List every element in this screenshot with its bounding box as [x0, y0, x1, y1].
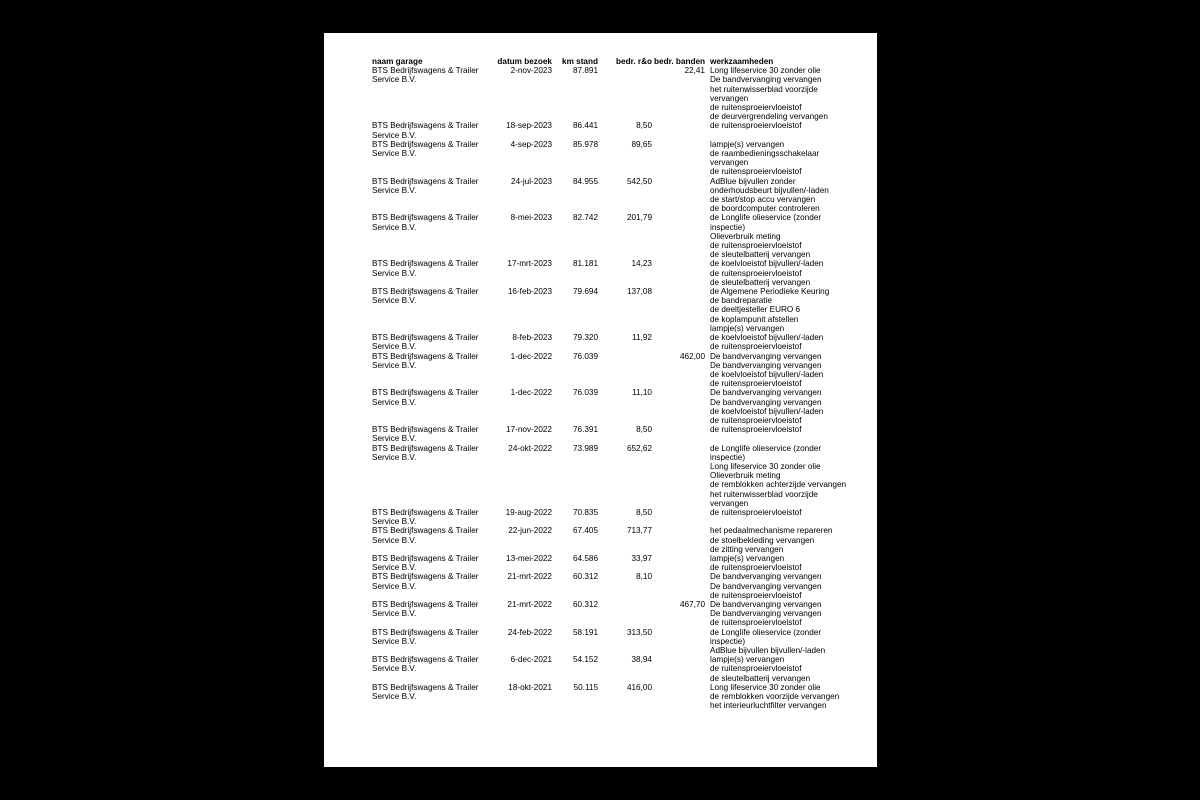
cell-ro: 313,50: [626, 627, 652, 637]
cell-datum: 1-dec-2022: [510, 351, 552, 361]
cell-ro: 38,94: [631, 655, 652, 665]
header-datum: datum bezoek: [497, 57, 552, 66]
garage-name-line: Service B.V.: [372, 517, 417, 527]
werkzaamheid-line: de koelvloeistof bijvullen/-laden: [710, 333, 824, 343]
werkzaamheid-line: De bandvervanging vervangen: [710, 581, 822, 591]
cell-datum: 2-nov-2023: [510, 66, 552, 76]
werkzaamheid-line: Long lifeservice 30 zonder olie: [710, 461, 821, 471]
garage-name-line: Service B.V.: [372, 342, 417, 352]
cell-garage: [372, 526, 480, 544]
cell-werkzaamheden: [710, 554, 845, 572]
cell-garage: [372, 600, 480, 618]
header-werk: werkzaamheden: [710, 57, 774, 66]
cell-datum: 22-jun-2022: [508, 526, 552, 536]
cell-garage: [372, 425, 480, 443]
cell-werkzaamheden: [710, 683, 845, 711]
werkzaamheid-line: de raambedieningsschakelaar: [710, 149, 820, 159]
werkzaamheid-line: inspectie): [710, 636, 746, 646]
cell-werkzaamheden: [710, 655, 845, 683]
header-garage: naam garage: [372, 57, 423, 66]
table-row: [372, 140, 845, 177]
cell-ro: 14,23: [631, 259, 652, 269]
cell-werkzaamheden: [710, 444, 845, 508]
cell-banden: 22,41: [684, 66, 705, 76]
werkzaamheid-line: de koelvloeistof bijvullen/-laden: [710, 369, 824, 379]
cell-km: 58.191: [572, 627, 598, 637]
cell-ro: 11,10: [632, 388, 652, 398]
garage-name-line: BTS Bedrijfswagens & Trailer: [372, 655, 479, 665]
werkzaamheid-line: de ruitensproeiervloeistof: [710, 415, 802, 425]
werkzaamheid-line: het pedaalmechanisme repareren: [710, 526, 833, 536]
werkzaamheid-line: de stoelbekleding vervangen: [710, 535, 815, 545]
cell-werkzaamheden: [710, 333, 845, 351]
werkzaamheid-line: de ruitensproeiervloeistof: [710, 379, 802, 389]
werkzaamheid-line: De bandvervanging vervangen: [710, 75, 822, 85]
cell-werkzaamheden: [710, 66, 845, 121]
cell-datum: 4-sep-2023: [510, 139, 552, 149]
cell-werkzaamheden: [710, 352, 845, 389]
garage-name-line: BTS Bedrijfswagens & Trailer: [372, 627, 479, 637]
garage-name-line: BTS Bedrijfswagens & Trailer: [372, 66, 479, 76]
cell-km: 81.181: [572, 259, 598, 269]
cell-garage: [372, 213, 480, 231]
cell-ro: 89,65: [631, 139, 652, 149]
garage-name-line: Service B.V.: [372, 692, 417, 702]
cell-km: 79.320: [572, 333, 598, 343]
garage-name-line: BTS Bedrijfswagens & Trailer: [372, 121, 479, 131]
werkzaamheid-line: de ruitensproeiervloeistof: [710, 664, 802, 674]
werkzaamheid-line: De bandvervanging vervangen: [710, 609, 822, 619]
cell-garage: [372, 177, 480, 195]
table-row: [372, 444, 845, 508]
table-row: [372, 683, 845, 711]
cell-ro: 137,08: [626, 287, 652, 297]
cell-garage: [372, 140, 480, 158]
garage-name-line: Service B.V.: [372, 452, 417, 462]
cell-garage: [372, 388, 480, 406]
cell-garage: [372, 508, 480, 526]
garage-name-line: BTS Bedrijfswagens & Trailer: [372, 388, 479, 398]
garage-name-line: BTS Bedrijfswagens & Trailer: [372, 176, 479, 186]
cell-garage: [372, 66, 480, 84]
table-row: [372, 508, 845, 526]
cell-ro: 33,97: [631, 553, 652, 563]
cell-werkzaamheden: [710, 508, 845, 517]
table-row: [372, 121, 845, 139]
garage-name-line: BTS Bedrijfswagens & Trailer: [372, 572, 479, 582]
cell-werkzaamheden: [710, 425, 845, 434]
werkzaamheid-line: AdBlue bijvullen bijvullen/-laden: [710, 646, 826, 655]
cell-ro: 416,00: [626, 682, 652, 692]
werkzaamheid-line: de koplampunit afstellen: [710, 314, 799, 324]
cell-ro: 8,50: [636, 425, 652, 435]
garage-name-line: BTS Bedrijfswagens & Trailer: [372, 682, 479, 692]
cell-datum: 18-sep-2023: [506, 121, 552, 131]
werkzaamheid-line: de ruitensproeiervloeistof: [710, 103, 802, 113]
table-row: [372, 554, 845, 572]
cell-garage: [372, 444, 480, 462]
garage-name-line: BTS Bedrijfswagens & Trailer: [372, 139, 479, 149]
garage-name-line: BTS Bedrijfswagens & Trailer: [372, 287, 479, 297]
garage-name-line: Service B.V.: [372, 581, 417, 591]
garage-name-line: Service B.V.: [372, 296, 417, 306]
cell-km: 87.891: [572, 66, 598, 76]
werkzaamheid-line: de ruitensproeiervloeistof: [710, 590, 802, 600]
werkzaamheid-line: de remblokken voorzijde vervangen: [710, 692, 840, 702]
werkzaamheid-line: de remblokken achterzijde vervangen: [710, 480, 847, 490]
table-row: [372, 66, 845, 121]
cell-datum: 24-okt-2022: [508, 443, 552, 453]
cell-datum: 21-mrt-2022: [507, 572, 552, 582]
garage-name-line: Service B.V.: [372, 563, 417, 573]
cell-garage: [372, 655, 480, 673]
werkzaamheid-line: de sleutelbatterij vervangen: [710, 673, 811, 683]
cell-km: 76.391: [572, 425, 598, 435]
werkzaamheid-line: Long lifeservice 30 zonder olie: [710, 682, 821, 692]
cell-garage: [372, 572, 480, 590]
werkzaamheid-line: de deeltjesteller EURO 6: [710, 305, 801, 315]
cell-ro: 713,77: [626, 526, 652, 536]
cell-garage: [372, 259, 480, 277]
cell-km: 67.405: [572, 526, 598, 536]
cell-garage: [372, 333, 480, 351]
garage-name-line: BTS Bedrijfswagens & Trailer: [372, 333, 479, 343]
cell-werkzaamheden: [710, 121, 845, 130]
werkzaamheid-line: de ruitensproeiervloeistof: [710, 268, 802, 278]
cell-ro: 8,10: [636, 572, 652, 582]
garage-name-line: Service B.V.: [372, 149, 417, 159]
garage-name-line: BTS Bedrijfswagens & Trailer: [372, 553, 479, 563]
cell-datum: 24-jul-2023: [511, 176, 552, 186]
cell-datum: 24-feb-2022: [507, 627, 552, 637]
werkzaamheid-line: De bandvervanging vervangen: [710, 572, 822, 582]
garage-name-line: Service B.V.: [372, 609, 417, 619]
garage-name-line: Service B.V.: [372, 130, 417, 140]
werkzaamheid-line: AdBlue bijvullen zonder: [710, 176, 796, 186]
werkzaamheid-line: de ruitensproeiervloeistof: [710, 121, 802, 131]
cell-km: 64.586: [572, 553, 598, 563]
cell-km: 82.742: [572, 213, 598, 223]
table-row: [372, 655, 845, 683]
cell-werkzaamheden: [710, 572, 845, 600]
werkzaamheid-line: de zitting vervangen: [710, 544, 784, 554]
cell-datum: 8-mei-2023: [510, 213, 552, 223]
cell-km: 60.312: [572, 599, 598, 609]
werkzaamheid-line: de koelvloeistof bijvullen/-laden: [710, 406, 824, 416]
werkzaamheid-line: de ruitensproeiervloeistof: [710, 618, 802, 628]
werkzaamheid-line: de ruitensproeiervloeistof: [710, 167, 802, 177]
werkzaamheid-line: de ruitensproeiervloeistof: [710, 507, 802, 517]
table-row: [372, 628, 845, 656]
header-banden: bedr. banden: [654, 57, 705, 66]
cell-km: 50.115: [573, 682, 598, 692]
werkzaamheid-line: lampje(s) vervangen: [710, 655, 785, 665]
cell-garage: [372, 628, 480, 646]
werkzaamheid-line: de ruitensproeiervloeistof: [710, 563, 802, 573]
werkzaamheid-line: de Longlife olieservice (zonder: [710, 627, 822, 637]
cell-ro: 8,50: [636, 507, 652, 517]
werkzaamheid-line: Olieverbruik meting: [710, 231, 781, 241]
werkzaamheid-line: inspectie): [710, 452, 746, 462]
werkzaamheid-line: De bandvervanging vervangen: [710, 599, 822, 609]
cell-banden: 462,00: [679, 351, 705, 361]
werkzaamheid-line: het ruitenwisserblad voorzijde: [710, 84, 818, 94]
werkzaamheid-line: de ruitensproeiervloeistof: [710, 241, 802, 251]
header-km: km stand: [562, 57, 598, 66]
garage-name-line: Service B.V.: [372, 434, 417, 444]
cell-garage: [372, 121, 480, 139]
table-header-row: [372, 57, 845, 66]
header-ro: bedr. r&o: [616, 57, 652, 66]
werkzaamheid-line: De bandvervanging vervangen: [710, 397, 822, 407]
werkzaamheid-line: de Longlife olieservice (zonder: [710, 443, 822, 453]
garage-name-line: Service B.V.: [372, 664, 417, 674]
cell-datum: 16-feb-2023: [507, 287, 552, 297]
werkzaamheid-line: De bandvervanging vervangen: [710, 360, 822, 370]
garage-name-line: BTS Bedrijfswagens & Trailer: [372, 507, 479, 517]
werkzaamheid-line: het interieurluchtfilter vervangen: [710, 701, 827, 711]
garage-name-line: Service B.V.: [372, 268, 417, 278]
cell-werkzaamheden: [710, 388, 845, 425]
table-body: [372, 66, 845, 710]
garage-name-line: Service B.V.: [372, 75, 417, 85]
cell-km: 60.312: [572, 572, 598, 582]
table-row: [372, 572, 845, 600]
document-page: [324, 33, 877, 767]
table-row: [372, 287, 845, 333]
cell-banden: 467,70: [679, 599, 705, 609]
werkzaamheid-line: vervangen: [710, 158, 749, 168]
cell-datum: 18-okt-2021: [508, 682, 552, 692]
cell-garage: [372, 352, 480, 370]
cell-datum: 17-mrt-2023: [507, 259, 552, 269]
cell-km: 54.152: [572, 655, 598, 665]
garage-name-line: BTS Bedrijfswagens & Trailer: [372, 526, 479, 536]
cell-werkzaamheden: [710, 600, 845, 628]
cell-werkzaamheden: [710, 526, 845, 554]
werkzaamheid-line: lampje(s) vervangen: [710, 323, 785, 333]
werkzaamheid-line: de koelvloeistof bijvullen/-laden: [710, 259, 824, 269]
table-row: [372, 526, 845, 554]
werkzaamheid-line: de ruitensproeiervloeistof: [710, 425, 802, 435]
garage-name-line: BTS Bedrijfswagens & Trailer: [372, 259, 479, 269]
werkzaamheid-line: De bandvervanging vervangen: [710, 388, 822, 398]
table-row: [372, 388, 845, 425]
werkzaamheid-line: Long lifeservice 30 zonder olie: [710, 66, 821, 76]
cell-km: 85.978: [572, 139, 598, 149]
cell-werkzaamheden: [710, 177, 845, 214]
cell-datum: 17-nov-2022: [506, 425, 552, 435]
garage-name-line: BTS Bedrijfswagens & Trailer: [372, 425, 479, 435]
garage-name-line: Service B.V.: [372, 360, 417, 370]
werkzaamheid-line: het ruitenwisserblad voorzijde: [710, 489, 818, 499]
werkzaamheid-line: lampje(s) vervangen: [710, 553, 785, 563]
cell-garage: [372, 554, 480, 572]
werkzaamheid-line: de start/stop accu vervangen: [710, 195, 816, 205]
table-row: [372, 259, 845, 287]
cell-werkzaamheden: [710, 628, 845, 656]
cell-ro: 11,92: [632, 333, 652, 343]
werkzaamheid-line: de deurvergrendeling vervangen: [710, 112, 828, 122]
garage-name-line: Service B.V.: [372, 535, 417, 545]
cell-datum: 13-mei-2022: [506, 553, 552, 563]
garage-name-line: BTS Bedrijfswagens & Trailer: [372, 443, 479, 453]
cell-werkzaamheden: [710, 287, 845, 333]
cell-km: 76.039: [572, 351, 598, 361]
cell-ro: 8,50: [636, 121, 652, 131]
cell-ro: 542,50: [626, 176, 652, 186]
table-row: [372, 425, 845, 443]
werkzaamheid-line: vervangen: [710, 498, 749, 508]
werkzaamheid-line: de boordcomputer controleren: [710, 204, 820, 214]
werkzaamheid-line: onderhoudsbeurt bijvullen/-laden: [710, 185, 829, 195]
werkzaamheid-line: de bandreparatie: [710, 296, 772, 306]
maintenance-history-table: [372, 57, 845, 710]
cell-datum: 8-feb-2023: [512, 333, 552, 343]
cell-garage: [372, 683, 480, 701]
werkzaamheid-line: Olieverbruik meting: [710, 471, 781, 481]
cell-datum: 6-dec-2021: [510, 655, 552, 665]
cell-km: 84.955: [572, 176, 598, 186]
cell-km: 73.989: [572, 443, 598, 453]
table-row: [372, 213, 845, 259]
cell-ro: 201,79: [626, 213, 652, 223]
cell-km: 86.441: [572, 121, 598, 131]
cell-datum: 21-mrt-2022: [507, 599, 552, 609]
cell-garage: [372, 287, 480, 305]
table-row: [372, 600, 845, 628]
cell-km: 70.835: [572, 507, 598, 517]
werkzaamheid-line: de Algemene Periodieke Keuring: [710, 287, 830, 297]
cell-werkzaamheden: [710, 213, 845, 259]
garage-name-line: Service B.V.: [372, 397, 417, 407]
garage-name-line: Service B.V.: [372, 636, 417, 646]
cell-werkzaamheden: [710, 140, 845, 177]
table-row: [372, 177, 845, 214]
cell-datum: 1-dec-2022: [510, 388, 552, 398]
werkzaamheid-line: inspectie): [710, 222, 746, 232]
cell-werkzaamheden: [710, 259, 845, 287]
garage-name-line: BTS Bedrijfswagens & Trailer: [372, 599, 479, 609]
table-row: [372, 333, 845, 351]
werkzaamheid-line: de sleutelbatterij vervangen: [710, 277, 811, 287]
cell-km: 76.039: [572, 388, 598, 398]
werkzaamheid-line: de sleutelbatterij vervangen: [710, 250, 811, 260]
werkzaamheid-line: De bandvervanging vervangen: [710, 351, 822, 361]
werkzaamheid-line: lampje(s) vervangen: [710, 139, 785, 149]
cell-datum: 19-aug-2022: [505, 507, 552, 517]
garage-name-line: BTS Bedrijfswagens & Trailer: [372, 213, 479, 223]
garage-name-line: Service B.V.: [372, 185, 417, 195]
garage-name-line: BTS Bedrijfswagens & Trailer: [372, 351, 479, 361]
table-row: [372, 352, 845, 389]
cell-ro: 652,62: [626, 443, 652, 453]
cell-km: 79.694: [572, 287, 598, 297]
werkzaamheid-line: de Longlife olieservice (zonder: [710, 213, 822, 223]
werkzaamheid-line: vervangen: [710, 93, 749, 103]
werkzaamheid-line: de ruitensproeiervloeistof: [710, 342, 802, 352]
garage-name-line: Service B.V.: [372, 222, 417, 232]
